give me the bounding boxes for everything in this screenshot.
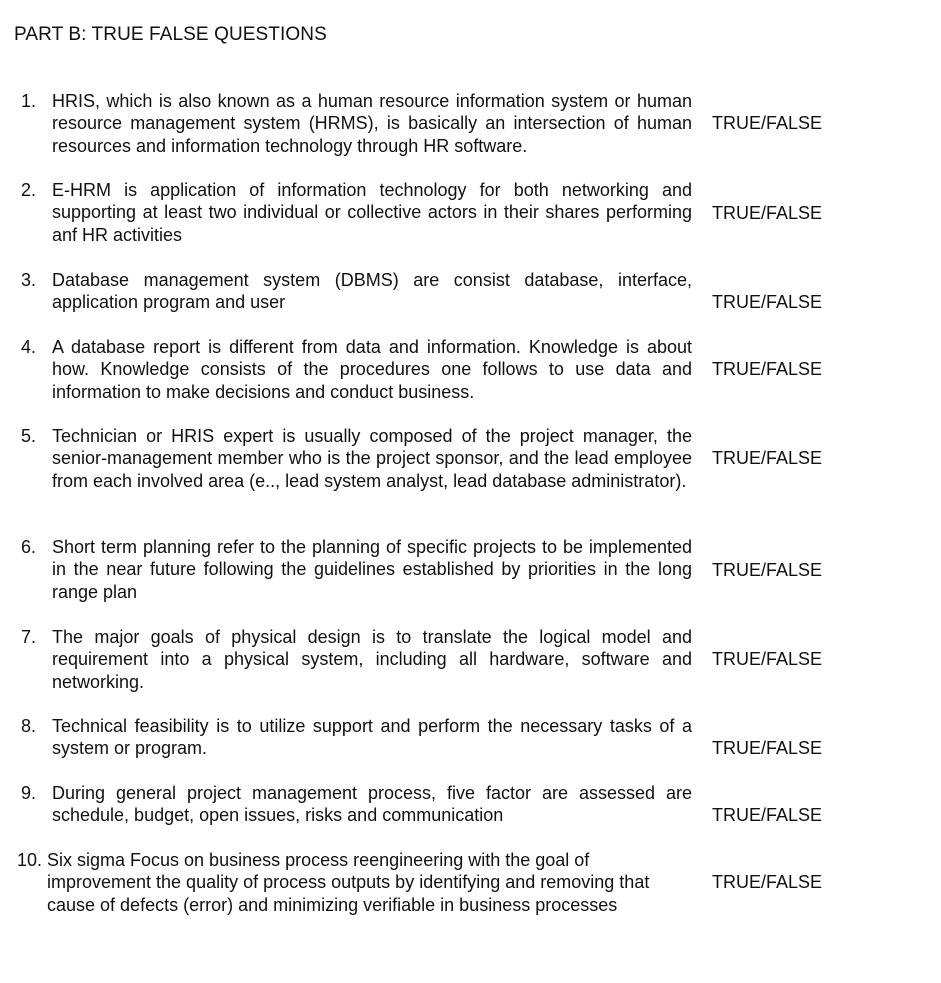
true-false-option[interactable]: TRUE/FALSE <box>712 448 823 468</box>
question-number: 9. <box>20 783 36 803</box>
question-9 <box>0 782 941 827</box>
question-5 <box>0 425 941 515</box>
true-false-option[interactable]: TRUE/FALSE <box>712 359 823 379</box>
question-text: E-HRM is application of information technology for both networking and supporting at least two individual or collective actors in their shares performing anf HR activities <box>52 180 692 245</box>
question-number: 4. <box>20 337 36 357</box>
question-number: 6. <box>20 537 36 557</box>
question-number: 3. <box>20 270 36 290</box>
question-text: A database report is different from data and information. Knowledge is about how. Knowledge consists of the procedures one follows to use data and information to make decisions and conduct business. <box>52 337 692 402</box>
question-10 <box>0 849 941 939</box>
question-text: Database management system (DBMS) are consist database, interface, application program and user <box>52 270 692 313</box>
question-4 <box>0 336 941 404</box>
true-false-option[interactable]: TRUE/FALSE <box>712 738 823 758</box>
question-text: During general project management process, five factor are assessed are schedule, budget, open issues, risks and communication <box>52 783 692 826</box>
question-text: Technical feasibility is to utilize support and perform the necessary tasks of a system or program. <box>52 716 692 759</box>
question-number: 8. <box>20 716 36 736</box>
question-3 <box>0 269 941 314</box>
true-false-option[interactable]: TRUE/FALSE <box>712 113 823 133</box>
true-false-option[interactable]: TRUE/FALSE <box>712 560 823 580</box>
question-8 <box>0 715 941 760</box>
question-text: The major goals of physical design is to translate the logical model and requirement into a physical system, including all hardware, software and networking. <box>52 627 692 692</box>
page-title: PART B: TRUE FALSE QUESTIONS <box>14 24 327 45</box>
true-false-option[interactable]: TRUE/FALSE <box>712 292 823 312</box>
question-text: HRIS, which is also known as a human resource information system or human resource management system (HRMS), is basically an intersection of human resources and information technology through HR software. <box>52 91 692 156</box>
true-false-option[interactable]: TRUE/FALSE <box>712 649 823 669</box>
question-text: Technician or HRIS expert is usually composed of the project manager, the senior-management member who is the project sponsor, and the lead employee from each involved area (e.., lead system analyst, lead database administrator). <box>52 426 692 491</box>
true-false-option[interactable]: TRUE/FALSE <box>712 805 823 825</box>
question-6 <box>0 536 941 604</box>
question-number: 1. <box>20 91 36 111</box>
question-text: Six sigma Focus on business process reengineering with the goal of improvement the quality of process outputs by identifying and removing that cause of defects (error) and minimizing verifiable in business processes <box>47 850 650 915</box>
question-2 <box>0 179 941 247</box>
question-1 <box>0 90 941 158</box>
question-number: 10. <box>16 850 42 870</box>
question-number: 2. <box>20 180 36 200</box>
true-false-option[interactable]: TRUE/FALSE <box>712 872 823 892</box>
true-false-option[interactable]: TRUE/FALSE <box>712 203 823 223</box>
question-text: Short term planning refer to the planning of specific projects to be implemented in the near future following the guidelines established by priorities in the long range plan <box>52 537 692 602</box>
question-7 <box>0 626 941 694</box>
question-number: 5. <box>20 426 36 446</box>
question-number: 7. <box>20 627 36 647</box>
